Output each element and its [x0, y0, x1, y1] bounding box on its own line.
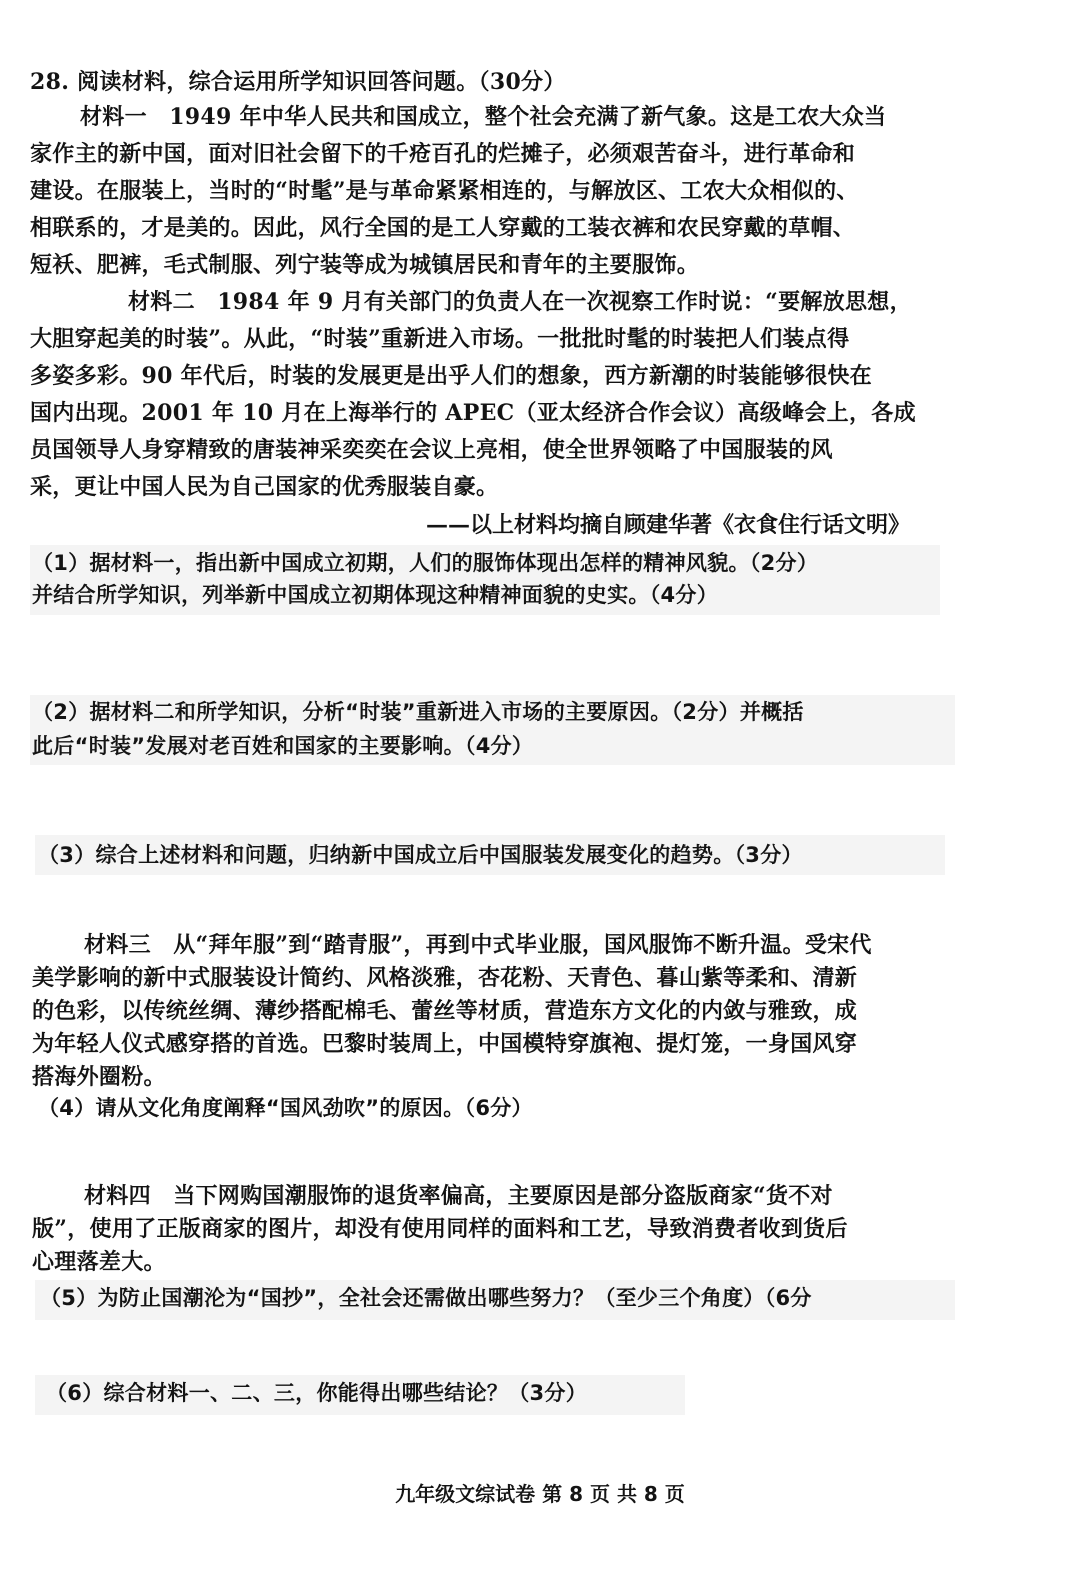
material1-line: 短袄、肥裤，毛式制服、列宁装等成为城镇居民和青年的主要服饰。 — [30, 252, 700, 278]
page-footer: 九年级文综试卷 第 8 页 共 8 页 — [395, 1482, 685, 1506]
question-4: （4）请从文化角度阐释“国风劲吹”的原因。（6分） — [38, 1096, 533, 1120]
material-source: ——以上材料均摘自顾建华著《衣食住行话文明》 — [425, 512, 910, 538]
material2-line: 材料二 1984 年 9 月有关部门的负责人在一次视察工作时说：“要解放思想， — [128, 289, 912, 315]
material3-line: 搭海外圈粉。 — [32, 1064, 166, 1090]
material2-line: 员国领导人身穿精致的唐装神采奕奕在会议上亮相，使全世界领略了中国服装的风 — [30, 437, 833, 463]
material3-line: 为年轻人仪式感穿搭的首选。巴黎时装周上，中国模特穿旗袍、提灯笼，一身国风穿 — [32, 1031, 858, 1057]
material1-line: 材料一 1949 年中华人民共和国成立，整个社会充满了新气象。这是工农大众当 — [80, 104, 887, 130]
material2-line: 国内出现。2001 年 10 月在上海举行的 APEC（亚太经济合作会议）高级峰会上，各成 — [30, 400, 916, 426]
question-2: （2）据材料二和所学知识，分析“时装”重新进入市场的主要原因。（2分）并概括 — [32, 700, 804, 724]
material2-line: 大胆穿起美的时装”。从此，“时装”重新进入市场。一批批时髦的时装把人们装点得 — [30, 326, 850, 352]
material3-line: 材料三 从“拜年服”到“踏青服”，再到中式毕业服，国风服饰不断升温。受宋代 — [84, 932, 872, 958]
material4-line: 材料四 当下网购国潮服饰的退货率偏高，主要原因是部分盗版商家“货不对 — [84, 1183, 833, 1209]
material4-line: 心理落差大。 — [32, 1249, 166, 1275]
question-title: 28. 阅读材料，综合运用所学知识回答问题。（30分） — [30, 69, 566, 95]
material2-line: 采，更让中国人民为自己国家的优秀服装自豪。 — [30, 474, 499, 500]
material1-line: 相联系的，才是美的。因此，风行全国的是工人穿戴的工装衣裤和农民穿戴的草帽、 — [30, 215, 856, 241]
question-6: （6）综合材料一、二、三，你能得出哪些结论？（3分） — [46, 1381, 588, 1405]
question-1-cont: 并结合所学知识，列举新中国成立初期体现这种精神面貌的史实。（4分） — [32, 583, 719, 607]
question-2-cont: 此后“时装”发展对老百姓和国家的主要影响。（4分） — [32, 734, 534, 758]
material2-line: 多姿多彩。90 年代后，时装的发展更是出乎人们的想象，西方新潮的时装能够很快在 — [30, 363, 872, 389]
material3-line: 的色彩，以传统丝绸、薄纱搭配棉毛、蕾丝等材质，营造东方文化的内敛与雅致，成 — [32, 998, 858, 1024]
question-5: （5）为防止国潮沦为“国抄”，全社会还需做出哪些努力？（至少三个角度）（6分 — [40, 1286, 812, 1310]
question-1: （1）据材料一，指出新中国成立初期，人们的服饰体现出怎样的精神风貌。（2分） — [32, 551, 819, 575]
material1-line: 家作主的新中国，面对旧社会留下的千疮百孔的烂摊子，必须艰苦奋斗，进行革命和 — [30, 141, 856, 167]
material1-line: 建设。在服装上，当时的“时髦”是与革命紧紧相连的，与解放区、工农大众相似的、 — [30, 178, 859, 204]
material3-line: 美学影响的新中式服装设计简约、风格淡雅，杏花粉、天青色、暮山紫等柔和、清新 — [32, 965, 858, 991]
question-3: （3）综合上述材料和问题，归纳新中国成立后中国服装发展变化的趋势。（3分） — [38, 843, 803, 867]
material4-line: 版”，使用了正版商家的图片，却没有使用同样的面料和工艺，导致消费者收到货后 — [32, 1216, 848, 1242]
